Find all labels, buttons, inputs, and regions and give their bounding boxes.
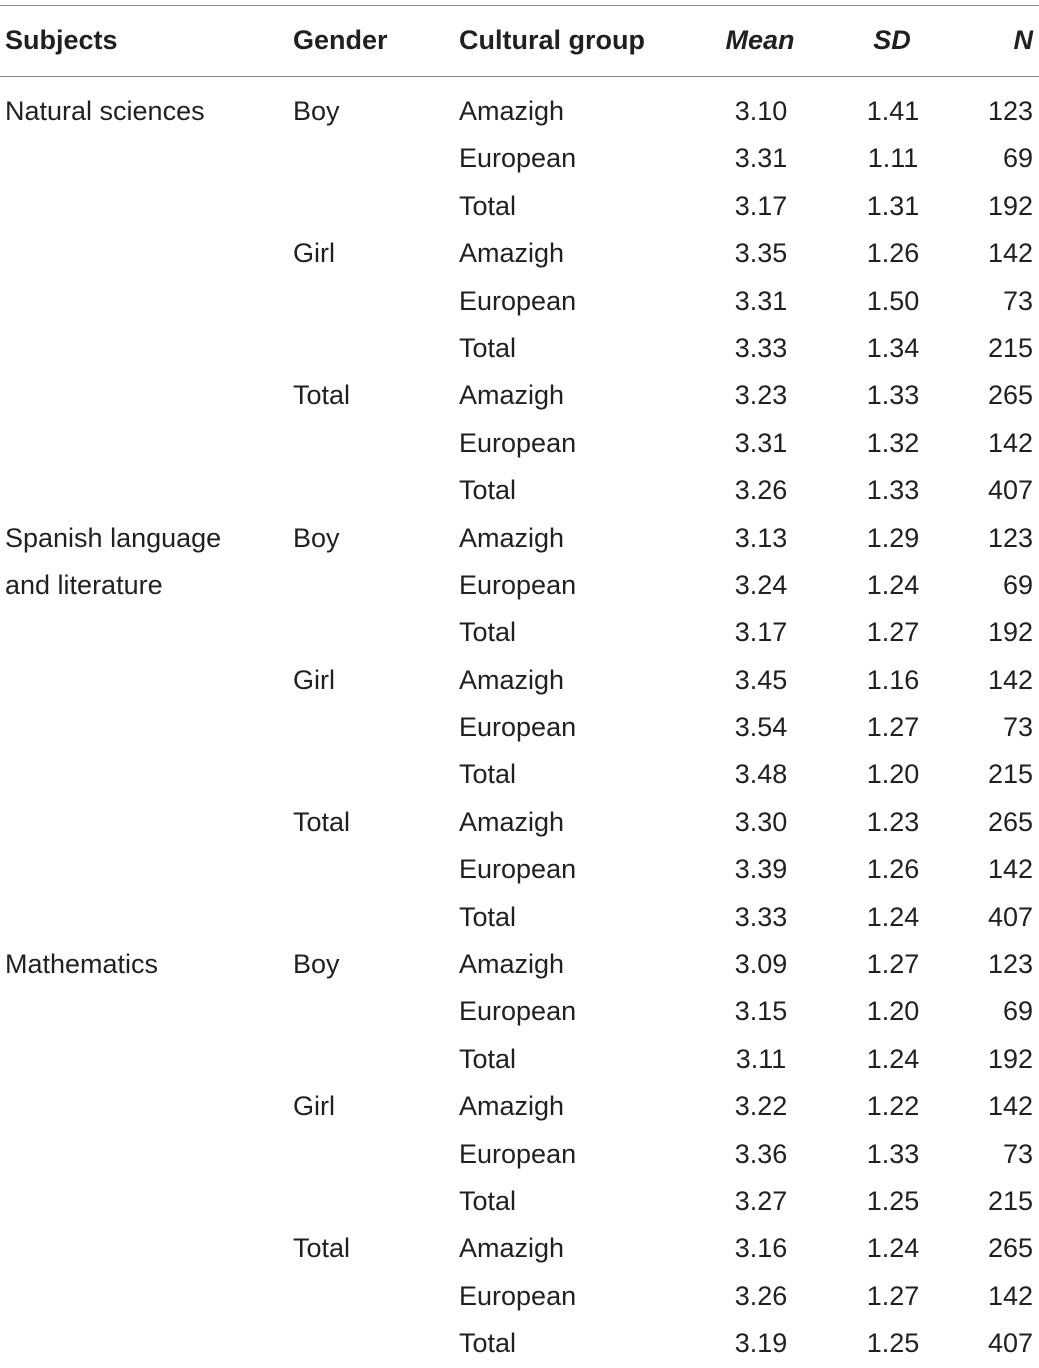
- cell-cultural-group: European: [459, 569, 577, 600]
- cell-cultural-group: Total: [459, 475, 517, 506]
- table-row: [0, 562, 1039, 609]
- table-row: [0, 609, 1039, 656]
- table-row: [0, 467, 1039, 514]
- cell-cultural-group: Amazigh: [459, 664, 565, 695]
- cell-n: 69: [1002, 143, 1033, 174]
- cell-mean: 3.33: [734, 332, 788, 363]
- cell-gender: Girl: [293, 1091, 335, 1122]
- cell-sd: 1.32: [866, 427, 920, 458]
- cell-sd: 1.25: [866, 1185, 920, 1216]
- cell-sd: 1.16: [866, 664, 920, 695]
- cell-n: 123: [987, 949, 1033, 980]
- cell-sd: 1.22: [866, 1091, 920, 1122]
- cell-mean: 3.54: [734, 712, 788, 743]
- cell-mean: 3.31: [734, 285, 788, 316]
- cell-mean: 3.30: [734, 806, 788, 837]
- table-row: [0, 420, 1039, 467]
- cell-cultural-group: Amazigh: [459, 1091, 565, 1122]
- header-subjects: Subjects: [5, 25, 118, 55]
- table-row: [0, 894, 1039, 941]
- cell-n: 192: [987, 617, 1033, 648]
- header-mean: Mean: [725, 25, 795, 55]
- table-row: [0, 1131, 1039, 1178]
- cell-mean: 3.31: [734, 143, 788, 174]
- table-body: [0, 88, 1039, 1368]
- cell-sd: 1.20: [866, 996, 920, 1027]
- cell-sd: 1.24: [866, 1043, 920, 1074]
- cell-sd: 1.34: [866, 332, 920, 363]
- cell-sd: 1.27: [866, 712, 920, 743]
- cell-n: 265: [987, 380, 1033, 411]
- cell-cultural-group: European: [459, 854, 577, 885]
- table-row: [0, 657, 1039, 704]
- header-sd: SD: [873, 25, 911, 55]
- cell-n: 142: [987, 427, 1033, 458]
- cell-gender: Boy: [293, 949, 340, 980]
- cell-sd: 1.24: [866, 569, 920, 600]
- cell-n: 142: [987, 854, 1033, 885]
- cell-sd: 1.27: [866, 617, 920, 648]
- table-header: [0, 0, 1039, 76]
- table-row: [0, 988, 1039, 1035]
- table-row: [0, 751, 1039, 798]
- table-row: [0, 1178, 1039, 1225]
- header-gender: Gender: [293, 25, 388, 55]
- cell-cultural-group: European: [459, 427, 577, 458]
- table-row: [0, 1320, 1039, 1367]
- cell-sd: 1.25: [866, 1328, 920, 1359]
- cell-mean: 3.27: [734, 1185, 788, 1216]
- cell-n: 215: [987, 759, 1033, 790]
- cell-mean: 3.45: [734, 664, 788, 695]
- cell-n: 73: [1002, 712, 1033, 743]
- cell-cultural-group: Amazigh: [459, 522, 565, 553]
- cell-mean: 3.13: [734, 522, 788, 553]
- header-rule: [0, 76, 1039, 77]
- cell-cultural-group: European: [459, 712, 577, 743]
- cell-cultural-group: Total: [459, 1185, 517, 1216]
- table-row: [0, 183, 1039, 230]
- cell-mean: 3.35: [734, 238, 788, 269]
- cell-n: 407: [987, 475, 1033, 506]
- cell-gender: Total: [293, 1233, 351, 1264]
- cell-sd: 1.27: [866, 949, 920, 980]
- cell-subject: Natural sciences: [5, 96, 205, 126]
- cell-cultural-group: Total: [459, 1328, 517, 1359]
- table-row: [0, 278, 1039, 325]
- table-row: [0, 1225, 1039, 1272]
- table-row: [0, 1083, 1039, 1130]
- table-row: [0, 846, 1039, 893]
- cell-n: 142: [987, 664, 1033, 695]
- cell-sd: 1.33: [866, 475, 920, 506]
- cell-n: 123: [987, 96, 1033, 126]
- cell-n: 407: [987, 901, 1033, 932]
- cell-cultural-group: Total: [459, 759, 517, 790]
- cell-n: 142: [987, 238, 1033, 269]
- cell-cultural-group: Amazigh: [459, 96, 565, 126]
- table-row: [0, 88, 1039, 135]
- table-row: [0, 325, 1039, 372]
- cell-n: 73: [1002, 1138, 1033, 1169]
- cell-mean: 3.10: [734, 96, 788, 126]
- cell-n: 142: [987, 1091, 1033, 1122]
- cell-n: 142: [987, 1280, 1033, 1311]
- cell-subject: Mathematics: [5, 949, 159, 980]
- cell-cultural-group: Amazigh: [459, 806, 565, 837]
- cell-cultural-group: Total: [459, 617, 517, 648]
- cell-gender: Girl: [293, 238, 335, 269]
- cell-mean: 3.33: [734, 901, 788, 932]
- cell-cultural-group: European: [459, 143, 577, 174]
- cell-cultural-group: Amazigh: [459, 238, 565, 269]
- cell-cultural-group: European: [459, 285, 577, 316]
- cell-sd: 1.20: [866, 759, 920, 790]
- table-row: [0, 704, 1039, 751]
- cell-cultural-group: Total: [459, 190, 517, 221]
- cell-cultural-group: Total: [459, 332, 517, 363]
- cell-sd: 1.31: [866, 190, 920, 221]
- cell-mean: 3.39: [734, 854, 788, 885]
- cell-cultural-group: European: [459, 1138, 577, 1169]
- cell-sd: 1.41: [866, 96, 920, 126]
- cell-sd: 1.24: [866, 1233, 920, 1264]
- cell-sd: 1.27: [866, 1280, 920, 1311]
- cell-sd: 1.26: [866, 854, 920, 885]
- cell-n: 265: [987, 1233, 1033, 1264]
- cell-n: 215: [987, 1185, 1033, 1216]
- cell-cultural-group: Total: [459, 901, 517, 932]
- cell-sd: 1.33: [866, 380, 920, 411]
- cell-n: 192: [987, 1043, 1033, 1074]
- cell-cultural-group: Total: [459, 1043, 517, 1074]
- cell-gender: Total: [293, 380, 351, 411]
- cell-mean: 3.15: [734, 996, 788, 1027]
- table-row: [0, 372, 1039, 419]
- cell-n: 73: [1002, 285, 1033, 316]
- cell-mean: 3.48: [734, 759, 788, 790]
- table-row: [0, 230, 1039, 277]
- cell-sd: 1.26: [866, 238, 920, 269]
- cell-cultural-group: Amazigh: [459, 1233, 565, 1264]
- cell-subject: Spanish language and literature: [5, 522, 222, 600]
- cell-gender: Girl: [293, 664, 335, 695]
- cell-mean: 3.26: [734, 1280, 788, 1311]
- cell-mean: 3.31: [734, 427, 788, 458]
- cell-n: 215: [987, 332, 1033, 363]
- cell-mean: 3.23: [734, 380, 788, 411]
- cell-sd: 1.24: [866, 901, 920, 932]
- cell-sd: 1.23: [866, 806, 920, 837]
- cell-mean: 3.26: [734, 475, 788, 506]
- cell-mean: 3.09: [734, 949, 788, 980]
- cell-mean: 3.17: [734, 617, 788, 648]
- cell-n: 123: [987, 522, 1033, 553]
- cell-n: 407: [987, 1328, 1033, 1359]
- cell-cultural-group: European: [459, 1280, 577, 1311]
- table-row: [0, 941, 1039, 988]
- cell-mean: 3.17: [734, 190, 788, 221]
- table-row: [0, 1036, 1039, 1083]
- cell-mean: 3.24: [734, 569, 788, 600]
- cell-gender: Boy: [293, 96, 340, 126]
- cell-sd: 1.29: [866, 522, 920, 553]
- cell-n: 192: [987, 190, 1033, 221]
- cell-gender: Total: [293, 806, 351, 837]
- cell-cultural-group: Amazigh: [459, 949, 565, 980]
- cell-mean: 3.11: [735, 1043, 787, 1074]
- table-row: [0, 799, 1039, 846]
- header-n: N: [1013, 25, 1033, 55]
- cell-n: 265: [987, 806, 1033, 837]
- cell-mean: 3.22: [734, 1091, 788, 1122]
- cell-n: 69: [1002, 569, 1033, 600]
- cell-cultural-group: Amazigh: [459, 380, 565, 411]
- cell-sd: 1.33: [866, 1138, 920, 1169]
- table-row: [0, 135, 1039, 182]
- cell-mean: 3.36: [734, 1138, 788, 1169]
- cell-mean: 3.16: [734, 1233, 788, 1264]
- cell-sd: 1.50: [866, 285, 920, 316]
- cell-gender: Boy: [293, 522, 340, 553]
- cell-sd: 1.11: [867, 143, 919, 174]
- table-row: [0, 1273, 1039, 1320]
- header-cultural-group: Cultural group: [459, 25, 645, 55]
- cell-mean: 3.19: [734, 1328, 788, 1359]
- cell-n: 69: [1002, 996, 1033, 1027]
- cell-cultural-group: European: [459, 996, 577, 1027]
